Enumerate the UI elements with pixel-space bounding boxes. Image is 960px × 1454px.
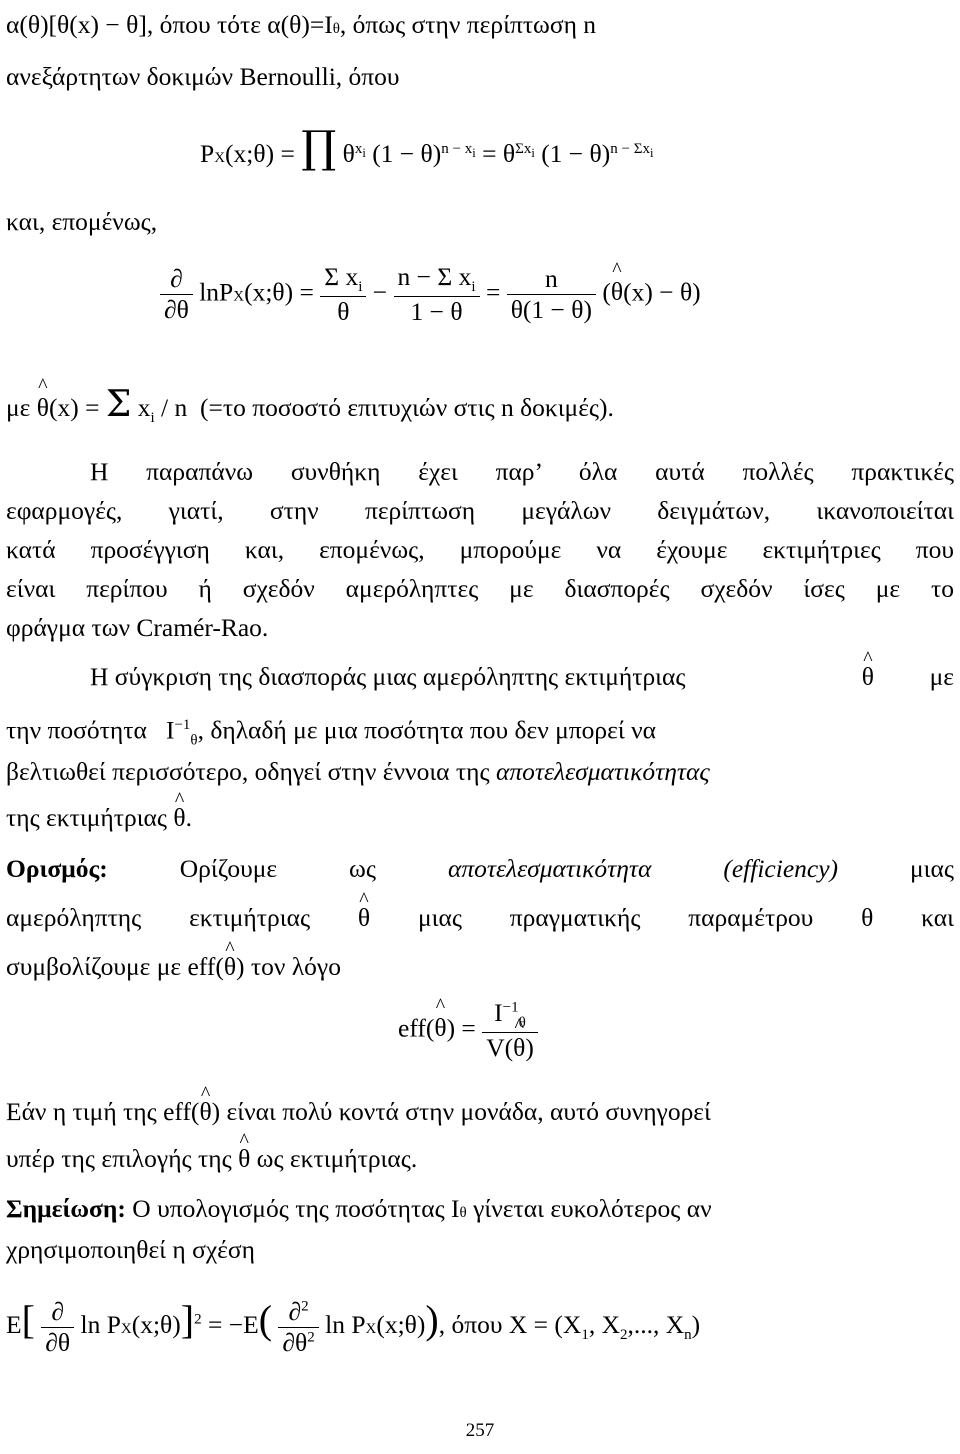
line-1-text: α(θ)[θ(x) − θ], όπου τότε α(θ)=I — [6, 10, 333, 39]
para-2-line-1-b: με — [929, 662, 954, 691]
para-2-line-2-b: , δηλαδή με μια ποσότητα που δεν μπορεί να — [197, 715, 656, 745]
para-2-line-3 — [6, 755, 954, 789]
note-line-1-end: γίνεται ευκολότερος αν — [473, 1194, 712, 1223]
final-tail: , όπου — [438, 1310, 503, 1339]
para-2-line-4-a: της εκτιμήτριας — [6, 803, 168, 832]
definition-line-3-b: ) τον λόγο — [236, 952, 341, 981]
para-1-line-4: είναι περίπου ή σχεδόν αμερόληπτες με διασπορές σχεδόν ίσες με το — [6, 574, 954, 603]
line-1-sub: θ — [332, 21, 340, 37]
equation-score: $\frac{\partial}{\partial\theta}$ lnPX(x;θ) = $\frac{\Sigma x_i}{\theta}$ − $\frac{n - \Sigma x_i}{1 - \theta}$ = $\frac{n}{\theta(1 - \theta)}$ (^ θ(x) − θ) — [160, 262, 701, 327]
definition-line-2-a: αμερόληπτης εκτιμήτριας — [6, 903, 311, 932]
para-2-line-1-a: Η σύγκριση της διασποράς μιας αμερόληπτης εκτιμήτριας — [90, 662, 686, 691]
note-line-1 — [6, 1192, 954, 1230]
para-3-line-2-a: υπέρ της επιλογής της — [6, 1144, 232, 1173]
equation-efficiency: eff(^ θ) = $\frac{I^{-1}_\theta}{V(\^{} \theta)}$ — [398, 998, 538, 1063]
definition-label: Ορισμός: — [6, 854, 108, 883]
definition-line-1-it: αποτελεσματικότητα (efficiency) — [447, 854, 839, 883]
note-label: Σημείωση: — [6, 1194, 126, 1223]
para-2-line-4: της εκτιμήτριας ^ θ. — [6, 801, 954, 835]
page-number: 257 — [465, 1420, 495, 1441]
definition-line-1 — [6, 852, 954, 886]
para-1-line-3: κατά προσέγγιση και, επομένως, μπορούμε να έχουμε εκτιμήτριες που — [6, 535, 954, 564]
theta-hat: ^ θ — [862, 660, 874, 694]
para-2-line-2: την ποσότητα $I^{-1}_\theta$, δηλαδή με μια ποσότητα που δεν μπορεί να — [6, 715, 656, 749]
para-2-line-3-a: βελτιωθεί περισσότερο, οδηγεί στην έννοια της — [6, 757, 490, 786]
para-3-line-1: Εάν η τιμή της eff(^ θ) είναι πολύ κοντά στην μονάδα, αυτό συνηγορεί — [6, 1095, 954, 1129]
equation-fisher-identity: E[ $\frac{\partial}{\partial\theta}$ ln PX(x;θ)]$^2$ = −E( $\frac{\partial^2}{\partial\theta^2}$ ln PX(x;θ)), όπου $X = (X_1$, $X_2$,..., $X_n$) — [6, 1296, 701, 1357]
para-2-line-2-a: την ποσότητα — [6, 715, 147, 745]
para-1-line-2: εφαρμογές, γιατί, στην περίπτωση μεγάλων δειγμάτων, ικανοποιείται — [6, 496, 954, 525]
note-line-1-a: Ο υπολογισμός της ποσότητας I — [132, 1194, 460, 1223]
text-line-2: ανεξάρτητων δοκιμών Bernoulli, όπου — [6, 62, 400, 91]
note-line-2: χρησιμοποιηθεί η σχέση — [6, 1235, 255, 1264]
line-4-pre: με — [6, 393, 37, 422]
para-3-line-1-a: Εάν η τιμή της eff( — [6, 1097, 200, 1126]
para-1-line-1: Η παραπάνω συνθήκη έχει παρ’ όλα αυτά πολλές πρακτικές — [90, 457, 954, 486]
equation-likelihood: PX(x;θ) = ∏ $\theta^{x_i}$ $(1 - \theta)^{n - x_i} = \theta^{\Sigma x_i}$ $(1 - \theta)^{n - \Sigma x_i}$ — [200, 122, 654, 173]
text-line-1 — [6, 8, 954, 46]
para-3-line-2: υπέρ της επιλογής της ^ θ ως εκτιμήτριας. — [6, 1142, 954, 1176]
definition-line-1-a: Ορίζουμε ως — [179, 854, 376, 883]
para-3-line-2-b: ως εκτιμήτριας. — [256, 1144, 418, 1173]
text-line-3: και, επομένως, — [6, 207, 158, 236]
definition-line-2: αμερόληπτης εκτιμήτριας ^ θ μιας πραγματικής παραμέτρου θ και — [6, 901, 954, 935]
para-2-line-1 — [90, 660, 954, 694]
para-2-line-3-b: αποτελεσματικότητας — [495, 757, 710, 786]
para-3-line-1-b: ) είναι πολύ κοντά στην μονάδα, αυτό συνηγορεί — [211, 1097, 711, 1126]
note-line-1-sub: θ — [459, 1205, 467, 1221]
line-1-tail: , όπως στην περίπτωση n — [339, 10, 597, 39]
definition-line-3-a: συμβολίζουμε με eff( — [6, 952, 224, 981]
line-4-post: (=το ποσοστό επιτυχιών στις n δοκιμές). — [199, 393, 614, 422]
definition-line-3: συμβολίζουμε με eff(^ θ) τον λόγο — [6, 950, 954, 984]
definition-line-2-b: μιας πραγματικής παραμέτρου θ και — [417, 903, 955, 932]
definition-line-1-end: μιας — [910, 854, 954, 883]
equation-mle: με ^ θ(x) = Σ $x_i$ / n (=το ποσοστό επιτυχιών στις n δοκιμές). — [6, 384, 614, 427]
para-1-line-5: φράγμα των Cramér-Rao. — [6, 613, 269, 642]
